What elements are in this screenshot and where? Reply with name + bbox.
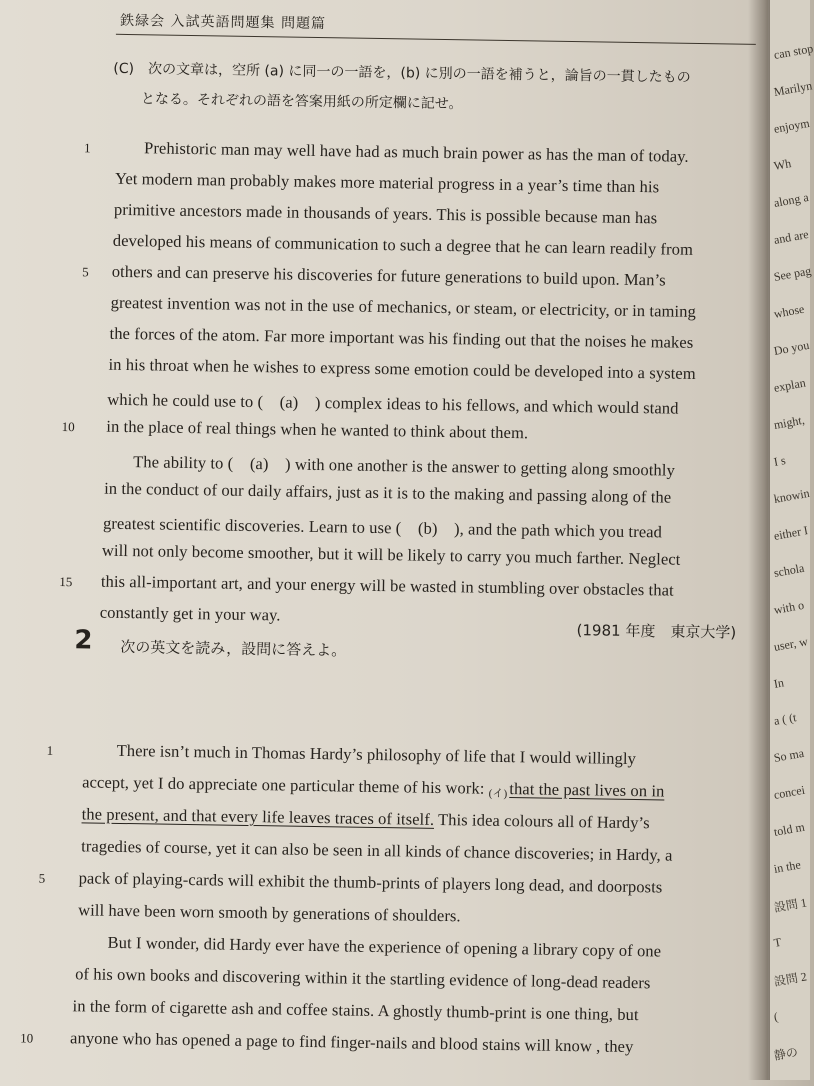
adjacent-page-fragment: in the <box>772 857 802 876</box>
line-number: 1 <box>84 140 91 156</box>
adjacent-page-fragment: Wh <box>772 156 793 173</box>
passage-c-line: constantly get in your way. <box>99 602 281 625</box>
line-text: accept, yet I do appreciate one particular theme of his work: <box>82 772 489 798</box>
line-text: This idea colours all of Hardy’s <box>433 809 650 833</box>
adjacent-page-fragment: either I <box>772 523 809 543</box>
passage-c-line: others and can preserve his discoveries for future generations to build upon. Man’s <box>111 261 666 290</box>
adjacent-page-fragment: T <box>772 934 783 950</box>
passage-2-line <box>82 772 665 803</box>
adjacent-page-fragment: concei <box>772 782 806 802</box>
line-number: 15 <box>59 573 73 590</box>
adjacent-page-edge <box>768 0 814 1080</box>
adjacent-page-fragment: can stop <box>772 41 814 62</box>
adjacent-page-fragment: In <box>772 675 785 691</box>
book-spine-shadow <box>748 0 770 1080</box>
adjacent-page-fragment: along a <box>772 190 810 210</box>
section-c-instruction-line2: となる。それぞれの語を答案用紙の所定欄に記せ。 <box>140 91 463 113</box>
passage-2-line: tragedies of course, yet it can also be seen in all kinds of chance discoveries; in Hardy, a <box>81 836 673 865</box>
passage-2-line: in the form of cigarette ash and coffee stains. A ghostly thumb-print is one thing, but <box>72 996 639 1025</box>
passage-2-line: will have been worn smooth by generations of shoulders. <box>78 900 461 926</box>
passage-c-line: developed his means of communication to such a degree that he can learn readily from <box>112 230 694 259</box>
adjacent-page-fragment: I s <box>772 453 787 469</box>
adjacent-page-fragment: 設問 2 <box>772 969 808 989</box>
source-citation: (1981 年度 東京大学) <box>576 621 737 642</box>
passage-c-line: which he could use to ( (a) ) complex ideas to his fellows, and which would stand <box>107 389 679 418</box>
passage-c-line: in the conduct of our daily affairs, just as it is to the making and passing along of the <box>104 478 672 507</box>
adjacent-page-fragment: Marilyn <box>772 78 814 99</box>
passage-2-line: There isn’t much in Thomas Hardy’s philosophy of life that I would willingly <box>116 740 637 769</box>
passage-c-line: in his throat when he wishes to express some emotion could be developed into a system <box>108 354 696 383</box>
line-number: 5 <box>82 264 89 280</box>
passage-2-line: anyone who has opened a page to find finger-nails and blood stains will know , they <box>69 1028 634 1057</box>
adjacent-page-fragment: with o <box>772 597 806 617</box>
passage-2-line: of his own books and discovering within it the startling evidence of long-dead readers <box>74 964 651 993</box>
passage-c-line: primitive ancestors made in thousands of years. This is possible because man has <box>113 199 658 228</box>
header-rule <box>116 34 756 45</box>
adjacent-page-fragment: schola <box>772 560 806 580</box>
adjacent-page-fragment: might, <box>772 412 806 432</box>
adjacent-page-fragment: See pag <box>772 263 813 284</box>
adjacent-page-fragment: told m <box>772 819 806 839</box>
question-2-instruction: 次の英文を読み，設問に答えよ。 <box>120 637 347 660</box>
line-number: 10 <box>20 1030 34 1046</box>
underlined-phrase: that the past lives on in <box>509 779 665 801</box>
underlined-phrase: the present, and that every life leaves traces of itself. <box>81 804 435 829</box>
line-number: 10 <box>61 418 75 435</box>
passage-2-line: pack of playing-cards will exhibit the thumb-prints of players long dead, and doorposts <box>78 868 663 897</box>
passage-c-line: The ability to ( (a) ) with one another is the answer to getting along smoothly <box>133 452 676 480</box>
adjacent-page-fragment: and are <box>772 227 810 247</box>
adjacent-page-fragment: 設問 1 <box>772 895 808 915</box>
passage-c-line: greatest invention was not in the use of mechanics, or steam, or electricity, or in taming <box>110 292 697 321</box>
question-number: 2 <box>74 625 93 656</box>
adjacent-page-fragment: enjoym <box>772 115 811 136</box>
adjacent-page-fragment: whose <box>772 301 806 321</box>
running-header: 鉄緑会 入試英語問題集 問題篇 <box>119 12 327 33</box>
passage-c-line: Prehistoric man may well have had as much brain power as has the man of today. <box>143 138 689 166</box>
adjacent-page-fragment: 静の <box>772 1044 799 1063</box>
passage-c-line: greatest scientific discoveries. Learn to use ( (b) ), and the path which you tread <box>102 513 663 542</box>
underline-marker: (イ) <box>488 787 508 801</box>
adjacent-page-fragment: explan <box>772 375 807 395</box>
line-number: 1 <box>46 742 54 758</box>
passage-c-line: the forces of the atom. Far more important was his finding out that the noises he makes <box>109 323 694 352</box>
section-c-instruction-line1: (C) 次の文章は，空所 (a) に同一の一語を，(b) に別の一語を補うと，論旨の一貫したもの <box>113 60 691 86</box>
passage-c-line: in the place of real things when he wanted to think about them. <box>106 416 529 443</box>
passage-c-line: this all-important art, and your energy will be wasted in stumbling over obstacles that <box>100 571 674 600</box>
adjacent-page-fragment: Do you <box>772 337 811 358</box>
adjacent-page-fragment: user, w <box>772 634 809 654</box>
adjacent-page-fragment: a ( (t <box>772 710 798 728</box>
passage-2-line <box>81 804 649 833</box>
passage-2-line: But I wonder, did Hardy ever have the experience of opening a library copy of one <box>107 932 662 961</box>
adjacent-page-fragment: knowin <box>772 485 811 506</box>
passage-c-line: will not only become smoother, but it will be likely to carry you much farther. Neglect <box>101 540 681 569</box>
adjacent-page-fragment: So ma <box>772 745 806 765</box>
adjacent-page-fragment: ( <box>772 1009 780 1024</box>
passage-c-line: Yet modern man probably makes more material progress in a year’s time than his <box>114 168 660 197</box>
line-number: 5 <box>38 870 46 886</box>
